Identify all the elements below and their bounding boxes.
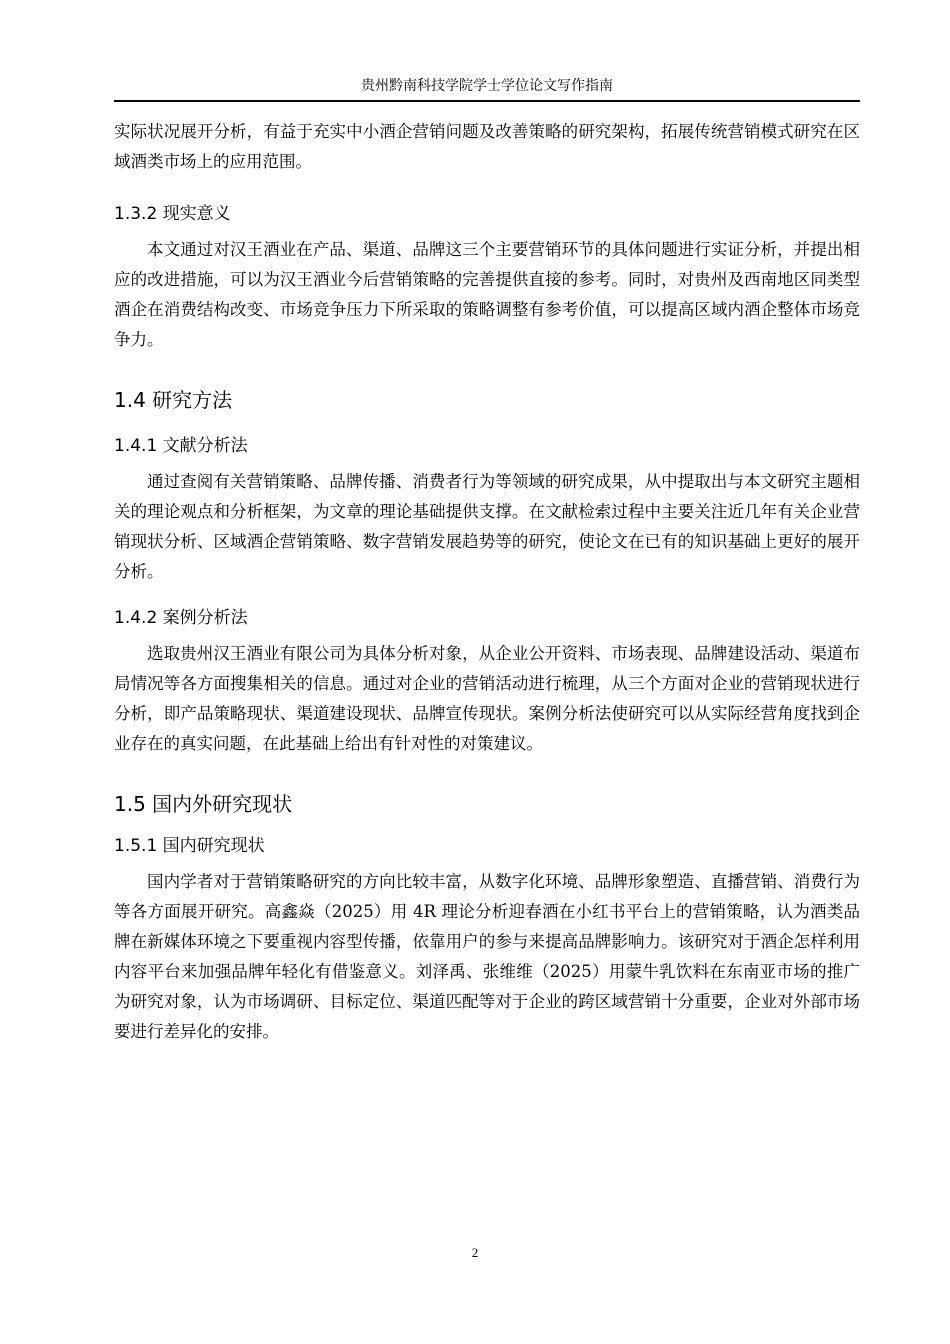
body-paragraph: 选取贵州汉王酒业有限公司为具体分析对象，从企业公开资料、市场表现、品牌建设活动、渠道布局情况等各方面搜集相关的信息。通过对企业的营销活动进行梳理，从三个方面对企业的营销现状进行分析，即产品策略现状、渠道建设现状、品牌宣传现状。案例分析法使研究可以从实际经营角度找到企业存在的真实问题，在此基础上给出有针对性的对策建议。 bbox=[114, 644, 860, 753]
section-heading-1-5: 1.5 国内外研究现状 bbox=[114, 792, 293, 816]
section-heading-1-4: 1.4 研究方法 bbox=[114, 388, 233, 412]
body-paragraph: 通过查阅有关营销策略、品牌传播、消费者行为等领域的研究成果，从中提取出与本文研究主题相关的理论观点和分析框架，为文章的理论基础提供支撑。在文献检索过程中主要关注近几年有关企业营销现状分析、区域酒企营销策略、数字营销发展趋势等的研究，使论文在已有的知识基础上更好的展开分析。 bbox=[114, 472, 860, 581]
header-divider bbox=[114, 100, 860, 102]
running-header: 贵州黔南科技学院学士学位论文写作指南 bbox=[361, 78, 613, 94]
body-paragraph: 本文通过对汉王酒业在产品、渠道、品牌这三个主要营销环节的具体问题进行实证分析，并提出相应的改进措施，可以为汉王酒业今后营销策略的完善提供直接的参考。同时，对贵州及西南地区同类型酒企在消费结构改变、市场竞争压力下所采取的策略调整有参考价值，可以提高区域内酒企整体市场竞争力。 bbox=[114, 240, 860, 349]
page-number: 2 bbox=[471, 1245, 479, 1260]
section-heading-1-4-2: 1.4.2 案例分析法 bbox=[114, 608, 248, 628]
section-heading-1-3-2: 1.3.2 现实意义 bbox=[114, 204, 231, 224]
section-heading-1-5-1: 1.5.1 国内研究现状 bbox=[114, 836, 265, 856]
body-paragraph: 国内学者对于营销策略研究的方向比较丰富，从数字化环境、品牌形象塑造、直播营销、消费行为等各方面展开研究。高鑫焱（2025）用 4R 理论分析迎春酒在小红书平台上的营销策略，认为酒类品牌在新媒体环境之下要重视内容型传播，依靠用户的参与来提高品牌影响力。该研究对于酒企怎样利用内容平台来加强品牌年轻化有借鉴意义。刘泽禹、张维维（2025）用蒙牛乳饮料在东南亚市场的推广为研究对象，认为市场调研、目标定位、渠道匹配等对于企业的跨区域营销十分重要，企业对外部市场要进行差异化的安排。 bbox=[114, 872, 860, 1041]
section-heading-1-4-1: 1.4.1 文献分析法 bbox=[114, 436, 248, 456]
page-body bbox=[114, 117, 860, 1047]
body-paragraph: 实际状况展开分析，有益于充实中小酒企营销问题及改善策略的研究架构，拓展传统营销模式研究在区域酒类市场上的应用范围。 bbox=[114, 122, 860, 171]
